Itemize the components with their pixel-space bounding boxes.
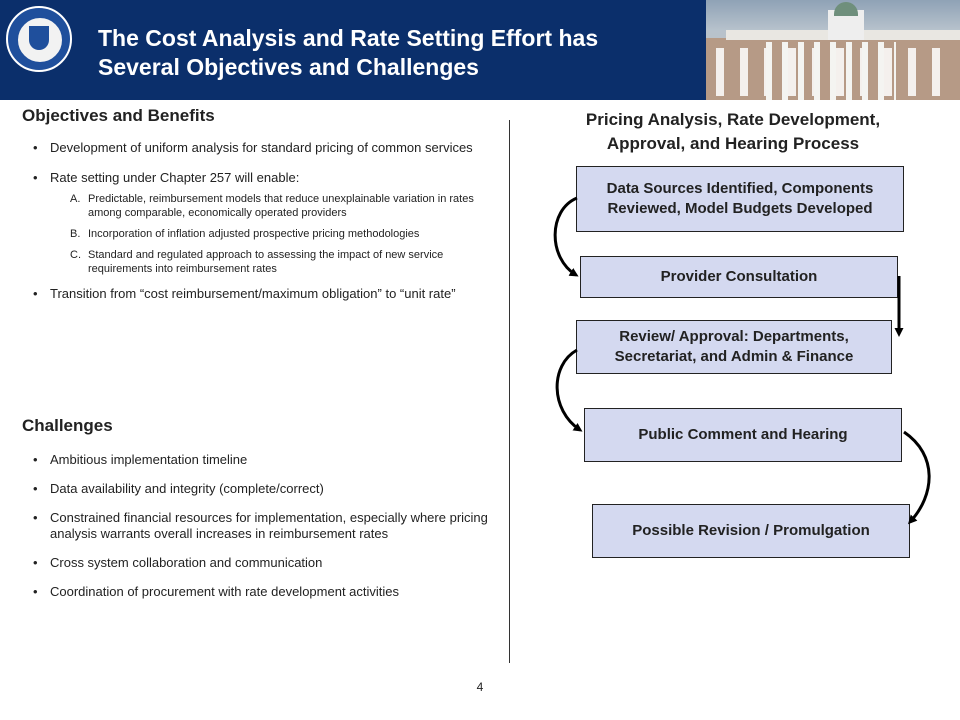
objectives-item: • Development of uniform analysis for standard pricing of common services bbox=[22, 140, 492, 156]
state-seal-icon bbox=[6, 6, 72, 72]
slide-title-line-1: The Cost Analysis and Rate Setting Effort has bbox=[98, 25, 599, 51]
process-step-data-sources: Data Sources Identified, Components Reviewed, Model Budgets Developed bbox=[576, 166, 904, 232]
objectives-list bbox=[22, 140, 492, 302]
process-step-provider-consultation: Provider Consultation bbox=[580, 256, 898, 298]
objectives-heading: Objectives and Benefits bbox=[22, 106, 215, 125]
slide-title-line-2: Several Objectives and Challenges bbox=[98, 54, 479, 80]
challenges-item: • Ambitious implementation timeline bbox=[22, 452, 492, 468]
objectives-item: • Rate setting under Chapter 257 will enable: A. Predictable, reimbursement models that reduce unexplainable variation in rates among comparable, economically operated providers B. Incorporation of inflation adjusted prospective pricing methodologies C. Standard and regulated approach to assessing the impact of new service requirements into reimbursement rates bbox=[22, 170, 492, 276]
process-step-public-comment: Public Comment and Hearing bbox=[584, 408, 902, 462]
objectives-item: • Transition from “cost reimbursement/maximum obligation” to “unit rate” bbox=[22, 286, 492, 302]
challenges-heading: Challenges bbox=[22, 416, 113, 435]
process-title: Pricing Analysis, Rate Development, Approval, and Hearing Process bbox=[585, 110, 881, 153]
objectives-subitem: B. Incorporation of inflation adjusted prospective pricing methodologies bbox=[70, 228, 420, 240]
process-step-revision-promulgation: Possible Revision / Promulgation bbox=[592, 504, 910, 558]
column-divider bbox=[509, 120, 510, 663]
objectives-subitem: C. Standard and regulated approach to assessing the impact of new service requirements into reimbursement rates bbox=[70, 249, 444, 275]
page-number: 4 bbox=[476, 680, 484, 694]
objectives-subitem: A. Predictable, reimbursement models that reduce unexplainable variation in rates among comparable, economically operated providers bbox=[70, 193, 474, 219]
arrow-curve-1 bbox=[555, 198, 577, 275]
header-bar bbox=[0, 0, 960, 100]
challenges-item: • Constrained financial resources for implementation, especially where pricing analysis warrants overall increases in reimbursement rates bbox=[22, 510, 492, 542]
slide-title bbox=[98, 24, 658, 82]
challenges-item: • Coordination of procurement with rate development activities bbox=[22, 584, 492, 600]
statehouse-building-image bbox=[706, 0, 960, 100]
objectives-sublist bbox=[50, 192, 492, 276]
challenges-item: • Cross system collaboration and communication bbox=[22, 555, 492, 571]
process-step-review-approval: Review/ Approval: Departments, Secretariat, and Admin & Finance bbox=[576, 320, 892, 374]
challenges-list bbox=[22, 452, 492, 600]
challenges-item: • Data availability and integrity (complete/correct) bbox=[22, 481, 492, 497]
